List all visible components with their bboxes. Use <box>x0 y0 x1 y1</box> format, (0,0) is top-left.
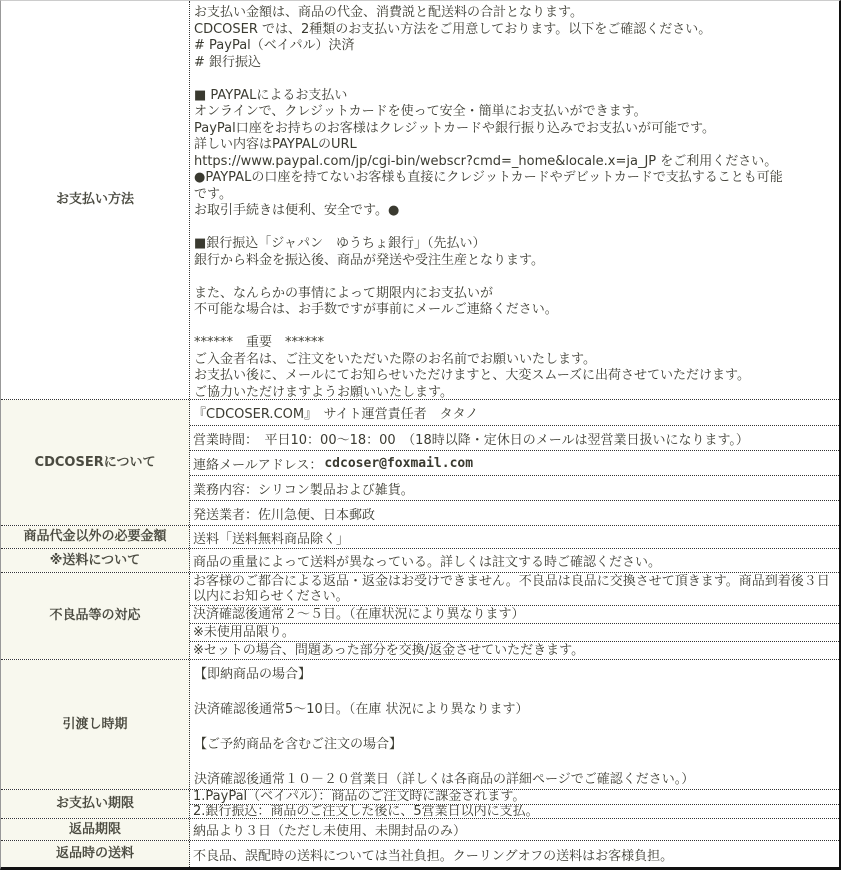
row-return-shipping <box>1 840 839 867</box>
payment-method-line: # PayPal（ベイパル）決済 <box>194 38 355 53</box>
payment-method-line: です。 <box>194 186 232 202</box>
payment-method-line <box>190 269 839 286</box>
row-payment-method <box>1 1 839 399</box>
payment-method-line: https://www.paypal.com/jp/cgi-bin/webscr?cmd=_home&locale.x=ja_JP をご利用ください。 <box>194 153 778 169</box>
defective-items-row: ※未使用品限り。 <box>190 623 839 641</box>
delivery-time-line: 決済確認後通常１０－２０営業日（詳しくは各商品の詳細ページでご確認ください。） <box>194 772 695 787</box>
payment-method-line: ****** 重要 ****** <box>194 335 325 350</box>
payment-method-line <box>190 71 839 88</box>
payment-deadline-row: 2.銀行振込：商品のご注文した後に、5営業日以内に支払。 <box>190 804 839 818</box>
delivery-time-line <box>190 719 839 737</box>
delivery-time-line <box>190 684 839 702</box>
row-header-return-shipping: 返品時の送料 <box>1 841 190 867</box>
payment-method-line: また、なんらかの事情によって期限内にお支払いが <box>194 285 494 301</box>
business-hours-row: 営業時間： 平日10：00～18：00 （18時以降・定休日のメールは翌営業日扱いになります。） <box>190 425 839 450</box>
payment-method-line: PayPal口座をお持ちのお客様はクレジットカードや銀行振り込みでお支払いが可能です。 <box>194 120 715 136</box>
payment-method-line <box>190 319 839 336</box>
payment-method-line: お取引手続きは便利、安全です。● <box>194 203 400 218</box>
defective-items-row: お客様のご都合による返品・返金はお受けできません。不良品は良品に交換させて頂きます。商品到着後３日以内にお知らせください。 <box>193 574 830 604</box>
row-header-defective-items: 不良品等の対応 <box>1 573 190 659</box>
defective-items-cells <box>190 573 839 659</box>
row-header-return-deadline: 返品期限 <box>1 819 190 840</box>
payment-method-line: 詳しい内容はPAYPALのURL <box>194 137 357 152</box>
row-return-deadline <box>1 818 839 840</box>
row-defective-items <box>1 572 839 659</box>
payment-method-line: CDCOSER では、2種類のお支払い方法をご用意しております。以下をご確認ください。 <box>194 21 712 37</box>
row-payment-deadline <box>1 789 839 818</box>
row-header-payment-deadline: お支払い期限 <box>1 790 190 818</box>
return-shipping-text: 不良品、誤配時の送料については当社負担。クーリングオフの送料はお客様負担。 <box>190 841 839 867</box>
shipping-carrier-row: 発送業者：佐川急便、日本郵政 <box>190 500 839 525</box>
payment-method-line: ●PAYPALの口座を持てないお客様も直接にクレジットカードやデビットカードで支払することも可能 <box>194 170 783 185</box>
payment-method-line: ご協力いただけますようお願いいたします。 <box>194 384 453 399</box>
row-header-about-cdcoser: CDCOSERについて <box>1 400 190 525</box>
delivery-time-line: 決済確認後通常5～10日。（在庫 状況により異なります） <box>194 702 529 717</box>
defective-items-row: ※セットの場合、問題あった部分を交換/返金させていただきます。 <box>190 641 839 659</box>
contact-email-label: 連絡メールアドレス： <box>193 457 323 473</box>
payment-method-line: オンラインで、クレジットカードを使って安全・簡単にお支払いができます。 <box>194 104 647 119</box>
delivery-time-line <box>190 754 839 772</box>
delivery-time-text <box>190 660 839 789</box>
contact-email-row <box>190 450 839 475</box>
site-operator-row: 『CDCOSER.COM』 サイト運営責任者 タタノ <box>193 407 479 422</box>
payment-deadline-cells <box>190 790 839 818</box>
row-header-delivery-time: 引渡し時期 <box>1 660 190 789</box>
payment-method-line: ■銀行振込「ジャパン ゆうちょ銀行」（先払い） <box>194 236 486 251</box>
about-cdcoser-cells <box>190 400 839 525</box>
payment-method-line: お支払い金額は、商品の代金、消費説と配送料の合計となります。 <box>194 5 583 20</box>
payment-method-line: ■ PAYPALによるお支払い <box>194 87 348 103</box>
row-delivery-time <box>1 659 839 789</box>
about-shipping-fee-text: 商品の重量によって送料が異なっている。詳しくは註文する時ご確認ください。 <box>190 549 839 572</box>
delivery-time-line: 【即納商品の場合】 <box>194 667 312 682</box>
payment-deadline-row: 1.PayPal（ベイパル）：商品のご注文時に課金されます。 <box>193 790 526 804</box>
payment-method-line <box>190 220 839 237</box>
row-header-extra-fees: 商品代金以外の必要金額 <box>1 526 190 548</box>
payment-method-text <box>190 1 839 399</box>
defective-items-row: 決済確認後通常２～５日。（在庫状況により異なります） <box>190 605 839 623</box>
payment-method-line: # 銀行振込 <box>194 54 262 70</box>
row-extra-fees <box>1 525 839 548</box>
payment-method-line: 銀行から料金を振込後、商品が発送や受注生産となります。 <box>194 252 544 268</box>
delivery-time-line: 【ご予約商品を含むご注文の場合】 <box>194 737 403 752</box>
row-about-shipping-fee <box>1 548 839 572</box>
contact-email: cdcoser@foxmail.com <box>324 455 474 471</box>
payment-method-line: ご入金者名は、ご注文をいただいた際のお名前でお願いいたします。 <box>194 351 596 367</box>
row-header-about-shipping-fee: ※送料について <box>1 549 190 572</box>
payment-method-line: お支払い後に、メールにてお知らせいただけますと、大変スムーズに出荷させていただけます。 <box>194 368 751 383</box>
return-deadline-text: 納品より３日（ただし未使用、未開封品のみ） <box>190 819 839 840</box>
extra-fees-text: 送料「送料無料商品除く」 <box>190 526 839 548</box>
row-header-payment-method: お支払い方法 <box>1 1 190 399</box>
payment-method-line: 不可能な場合は、お手数ですが事前にメールご連絡ください。 <box>194 302 558 317</box>
business-content-row: 業務内容：シリコン製品および雑貨。 <box>190 475 839 500</box>
row-about-cdcoser <box>1 399 839 525</box>
